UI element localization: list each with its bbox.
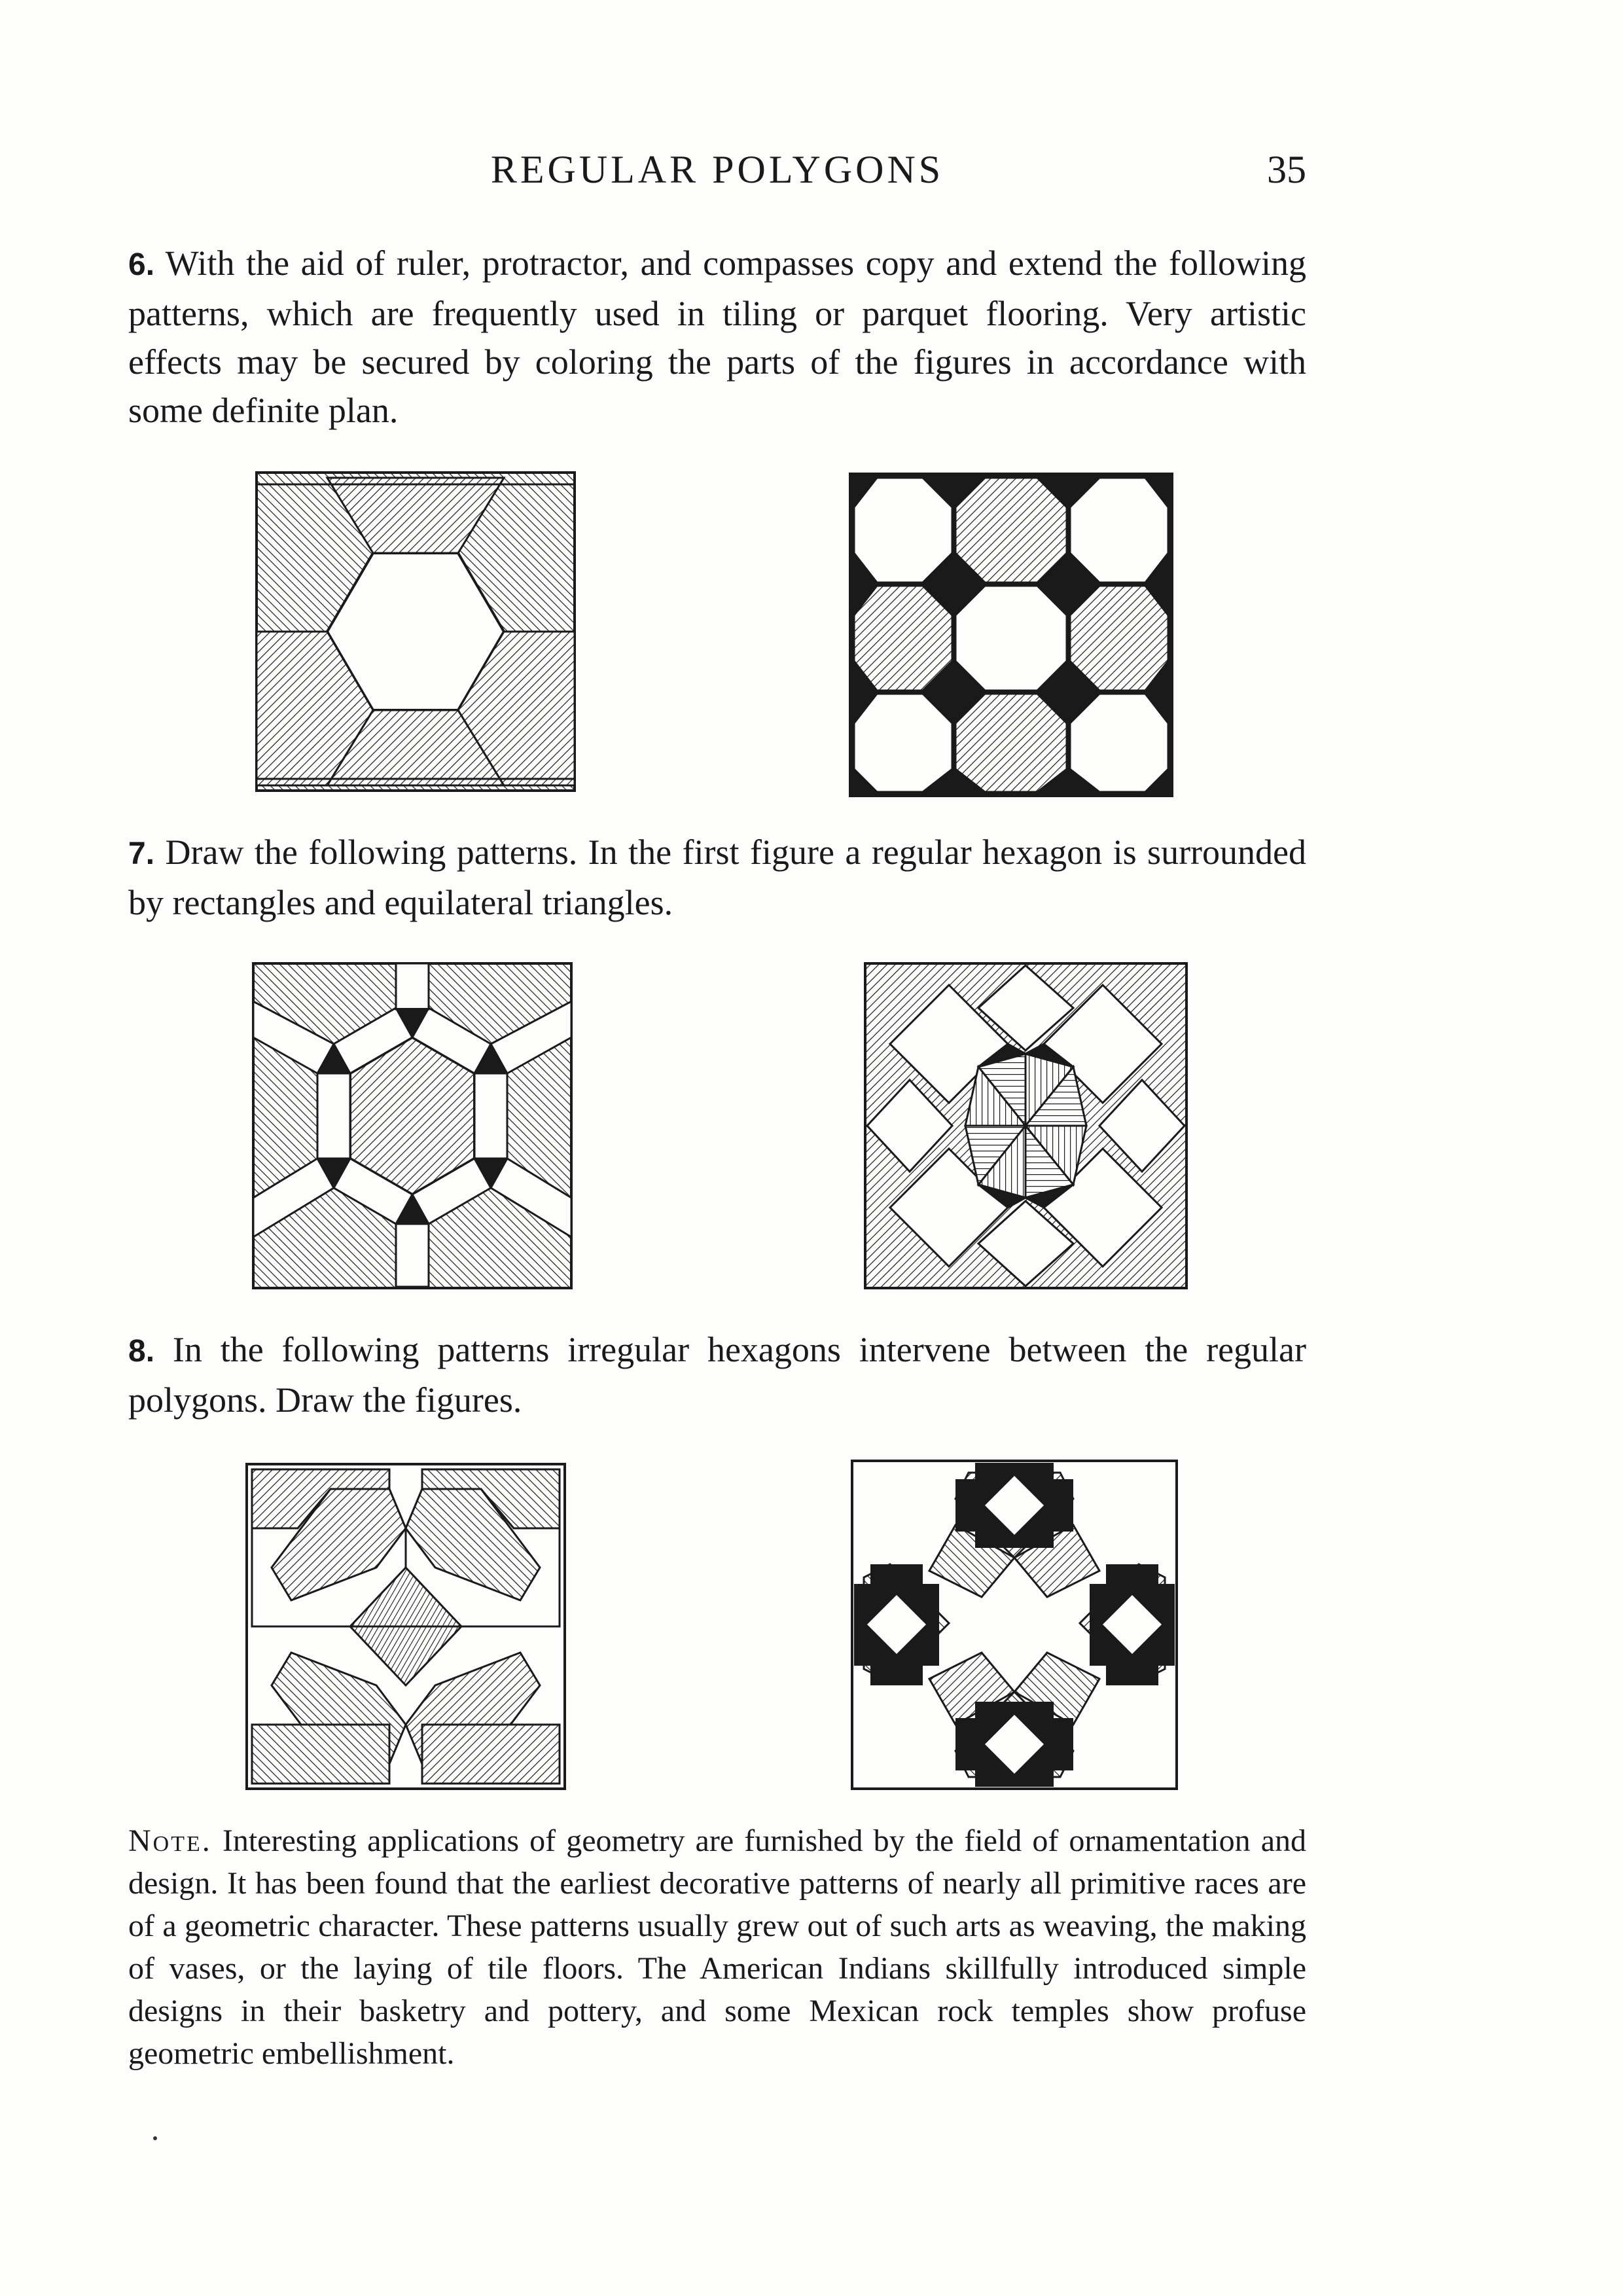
exercise-number: 6. <box>128 247 155 282</box>
exercise-number: 7. <box>128 836 155 871</box>
note-paragraph <box>128 1820 1306 2075</box>
exercise-text: With the aid of ruler, protractor, and compasses copy and extend the following patterns, which are frequently used in tiling or parquet flooring. Very artistic effects may be secured by coloring the parts of the figures in accordance with some definite plan. <box>128 243 1306 430</box>
exercise-number: 8. <box>128 1334 155 1369</box>
figure-star-lozenges <box>864 962 1188 1289</box>
figure-hexagon-tiling <box>255 471 576 792</box>
figure-octagon-tiling <box>847 471 1175 798</box>
exercise-text: Draw the following patterns. In the first figure a regular hexagon is surrounded by rectangles and equilateral triangles. <box>128 833 1306 922</box>
note-text: Interesting applications of geometry are furnished by the field of ornamentation and design. It has been found that the earliest decorative patterns of nearly all primitive races are of a geometric character. These patterns usually grew out of such arts as weaving, the making of vases, or the laying of tile floors. The American Indians skillfully introduced simple designs in their basketry and pottery, and some Mexican rock temples show profuse geometric embellishment. <box>128 1823 1307 2071</box>
exercise-8 <box>128 1325 1306 1424</box>
figure-crosses-diamonds <box>851 1460 1178 1790</box>
running-title: REGULAR POLYGONS <box>490 148 944 191</box>
figure-octagons-hexagons <box>245 1463 566 1790</box>
page-header <box>128 147 1306 206</box>
page-number: 35 <box>1267 148 1306 191</box>
exercise-7 <box>128 828 1306 927</box>
note-label: Note. <box>128 1823 212 1858</box>
exercise-text: In the following patterns irregular hexagons intervene between the regular polygons. Draw the figures. <box>128 1330 1306 1420</box>
figure-hexagon-rectangles <box>252 962 573 1289</box>
exercise-6 <box>128 239 1306 435</box>
print-speck <box>153 2136 157 2140</box>
